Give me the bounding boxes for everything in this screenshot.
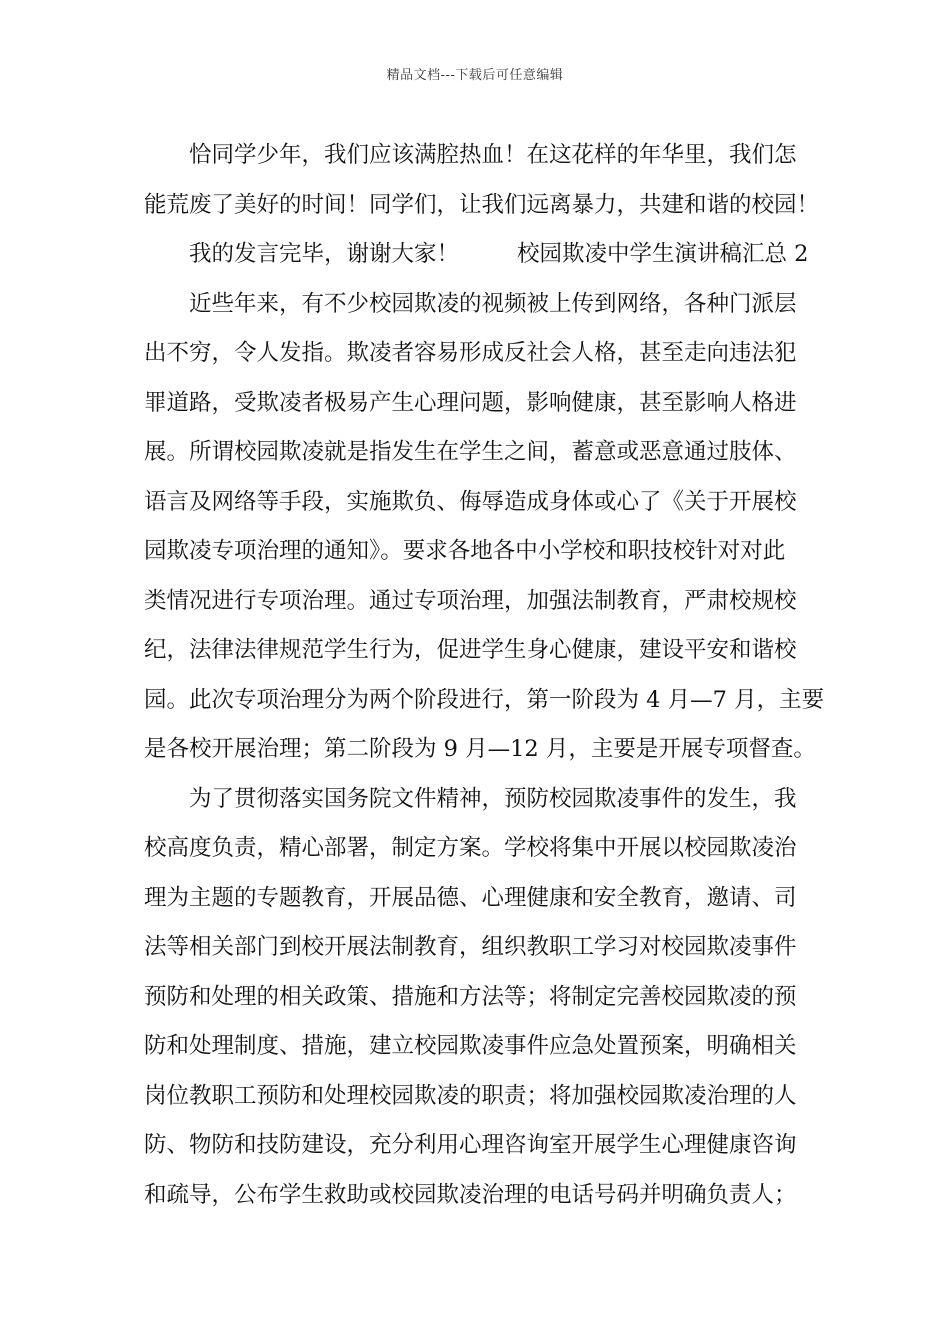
paragraph-line: 理为主题的专题教育，开展品德、心理健康和安全教育，邀请、司 xyxy=(144,884,797,911)
paragraph-line: 能荒废了美好的时间！同学们，让我们远离暴力，共建和谐的校园！ xyxy=(144,191,820,218)
paragraph-line: 语言及网络等手段，实施欺负、侮辱造成身体或心了《关于开展校 xyxy=(144,488,797,515)
paragraph-line xyxy=(144,230,807,280)
paragraph-line: 法等相关部门到校开展法制教育，组织教职工学习对校园欺凌事件 xyxy=(144,934,797,960)
paragraph-line: 防和处理制度、措施，建立校园欺凌事件应急处置预案，明确相关 xyxy=(144,1033,797,1059)
paragraph-line: 为了贯彻落实国务院文件精神，预防校园欺凌事件的发生，我 xyxy=(189,785,797,812)
paragraph-line: 防、物防和技防建设，充分利用心理咨询室开展学生心理健康咨询 xyxy=(144,1132,797,1158)
paragraph-line: 展。所谓校园欺凌就是指发生在学生之间，蓄意或恶意通过肢体、 xyxy=(144,439,797,465)
paragraph-line: 罪道路，受欺凌者极易产生心理问题，影响健康，甚至影响人格进 xyxy=(144,389,797,416)
document-body xyxy=(144,131,825,1220)
paragraph-line: 近些年来，有不少校园欺凌的视频被上传到网络，各种门派层 xyxy=(189,290,797,317)
paragraph-line: 出不穷，令人发指。欺凌者容易形成反社会人格，甚至走向违法犯 xyxy=(144,340,797,366)
paragraph-line: 岗位教职工预防和处理校园欺凌的职责；将加强校园欺凌治理的人 xyxy=(144,1082,797,1109)
paragraph-line: 园。此次专项治理分为两个阶段进行，第一阶段为 4 月—7 月，主要 xyxy=(144,686,825,713)
page-header: 精品文档---下载后可任意编辑 xyxy=(386,68,564,83)
section-title: 校园欺凌中学生演讲稿汇总 2 xyxy=(517,241,809,267)
paragraph-line: 是各校开展治理；第二阶段为 9 月—12 月，主要是开展专项督查。 xyxy=(144,736,816,762)
paragraph-line: 恰同学少年，我们应该满腔热血！在这花样的年华里，我们怎 xyxy=(189,142,797,168)
paragraph-line: 校高度负责，精心部署，制定方案。学校将集中开展以校园欺凌治 xyxy=(144,835,797,861)
paragraph-line: 和疏导，公布学生救助或校园欺凌治理的电话号码并明确负责人； xyxy=(144,1181,797,1208)
paragraph-line: 预防和处理的相关政策、措施和方法等；将制定完善校园欺凌的预 xyxy=(144,983,797,1010)
closing-remark: 我的发言完毕，谢谢大家！ xyxy=(189,241,460,267)
paragraph-line: 纪，法律法律规范学生行为，促进学生身心健康，建设平安和谐校 xyxy=(144,637,797,663)
paragraph-line: 园欺凌专项治理的通知》。要求各地各中小学校和职技校针对对此 xyxy=(144,538,786,564)
paragraph-line: 类情况进行专项治理。通过专项治理，加强法制教育，严肃校规校 xyxy=(144,587,797,614)
